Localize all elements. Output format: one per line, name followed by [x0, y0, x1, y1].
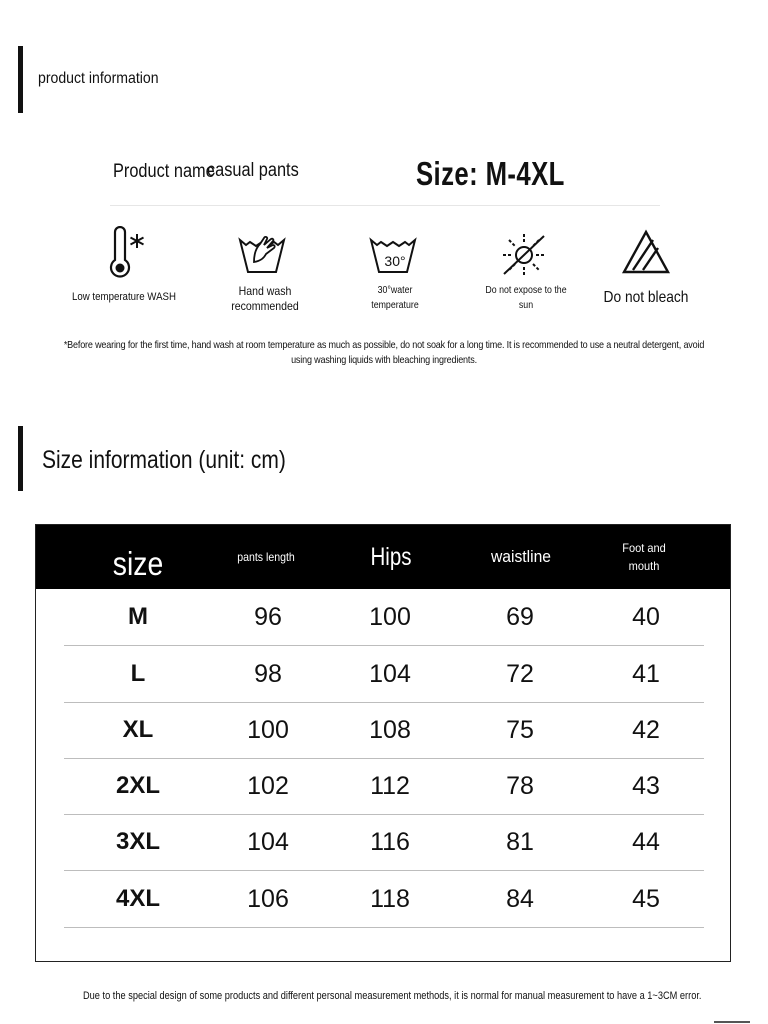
section-title-product-information: product information	[38, 70, 159, 87]
care-label-low-temperature: Low temperature WASH	[71, 291, 177, 303]
header-foot-and-mouth: Foot and mouth	[622, 541, 666, 573]
cell-size: 4XL	[115, 885, 160, 912]
care-label-no-bleach: Do not bleach	[603, 289, 689, 306]
cell-hips: 116	[370, 827, 410, 856]
cell-foot-mouth: 44	[632, 827, 660, 856]
cell-pants-length: 98	[254, 659, 282, 688]
table-row	[64, 871, 704, 928]
cell-hips: 104	[369, 659, 411, 688]
cell-waistline: 81	[506, 827, 534, 856]
header-size: size	[112, 545, 164, 582]
cell-waistline: 75	[506, 715, 534, 744]
cell-foot-mouth: 42	[632, 715, 660, 744]
size-range-label: Size: M-4XL	[416, 155, 565, 192]
wash-temperature-text: 30°	[384, 253, 406, 269]
table-row	[64, 646, 704, 703]
care-label-hand-wash: Hand wash recommended	[231, 284, 299, 313]
header-waistline: waistline	[490, 547, 551, 566]
no-sun-icon	[496, 226, 556, 282]
section-accent-bar	[18, 426, 23, 491]
care-note-text: *Before wearing for the first time, hand wash at room temperature as much as possible, do not soak for a long time. It is recommended to use a neutral detergent, avoid using washing liquids with bleaching ingredients.	[63, 339, 705, 366]
cell-size: 3XL	[115, 828, 160, 855]
header-hips: Hips	[370, 542, 412, 571]
cell-hips: 112	[370, 771, 410, 800]
care-label-water-temperature: 30°water temperature	[371, 285, 419, 311]
cell-foot-mouth: 41	[632, 659, 660, 688]
cell-hips: 100	[369, 602, 411, 631]
cell-size: XL	[122, 716, 154, 743]
table-row	[64, 589, 704, 646]
decorative-line	[714, 1021, 750, 1023]
care-note	[4, 338, 764, 368]
cell-size: 2XL	[115, 772, 160, 799]
cell-pants-length: 102	[247, 771, 289, 800]
cell-hips: 108	[369, 715, 411, 744]
cell-waistline: 72	[506, 659, 534, 688]
size-table-header	[36, 525, 730, 589]
header-pants-length: pants length	[237, 550, 295, 564]
product-name-label: Product name	[113, 161, 215, 182]
size-table	[35, 524, 731, 962]
cell-size: M	[128, 603, 148, 630]
cell-pants-length: 104	[247, 827, 289, 856]
cell-waistline: 69	[506, 602, 534, 631]
cell-pants-length: 100	[247, 715, 289, 744]
table-row	[64, 814, 704, 871]
cell-foot-mouth: 45	[632, 884, 660, 913]
cell-foot-mouth: 43	[632, 771, 660, 800]
cell-waistline: 78	[506, 771, 534, 800]
table-row	[64, 702, 704, 759]
thermometer-snowflake-icon	[93, 226, 153, 282]
divider	[110, 205, 660, 206]
cell-waistline: 84	[506, 884, 534, 913]
care-label-no-sun: Do not expose to the sun	[485, 285, 567, 311]
hand-wash-icon	[234, 226, 294, 282]
cell-hips: 118	[370, 884, 410, 913]
cell-size: L	[130, 660, 146, 687]
section-accent-bar	[18, 46, 23, 113]
cell-pants-length: 106	[247, 884, 289, 913]
wash-30-icon	[365, 226, 425, 282]
product-name-value: casual pants	[207, 160, 299, 181]
cell-foot-mouth: 40	[632, 602, 660, 631]
table-row	[64, 758, 704, 815]
do-not-bleach-icon	[616, 226, 676, 282]
cell-pants-length: 96	[254, 602, 282, 631]
measurement-footnote: Due to the special design of some products and different personal measurement methods, it is normal for manual measurement to have a 1~3CM error.	[83, 990, 702, 1002]
section-title-size-information: Size information (unit: cm)	[42, 446, 286, 474]
